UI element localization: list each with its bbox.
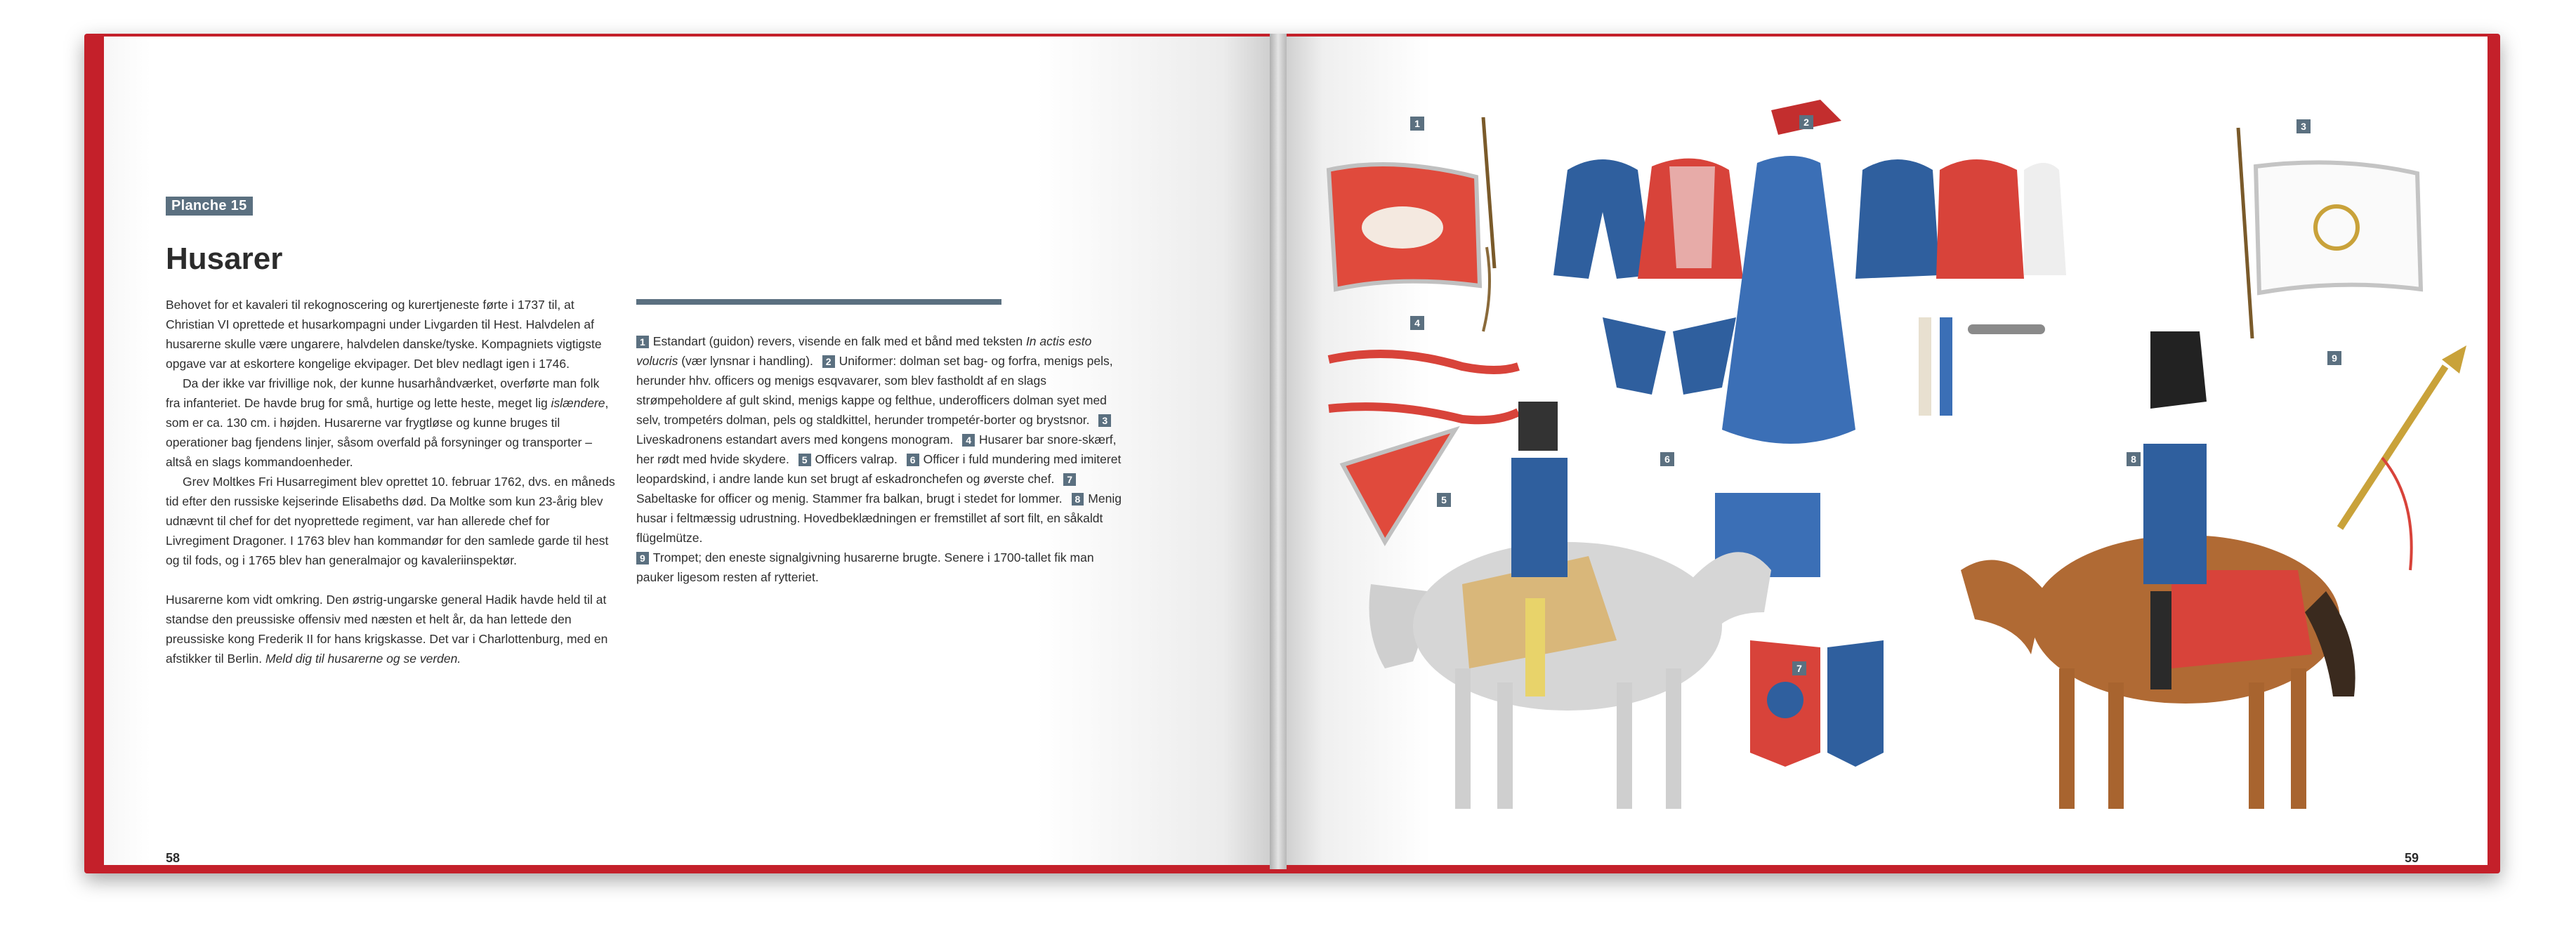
paragraph: Grev Moltkes Fri Husarregiment blev oprettet 10. februar 1762, dvs. en måneds tid efter den russiske kejserinde Elisabeths død. Da Moltke som kun 23-årig blev udnævnt til chef for det nyoprettede regiment, var han allerede chef for Livregiment Dragoner. I 1763 blev han kommandør for den samlede garde til hest og til fods, og i 1765 blev han generalmajor og kavaleriinspektør. (166, 475, 615, 567)
callout-badge: 6 (1660, 452, 1674, 466)
number-badge: 1 (636, 336, 649, 348)
number-badge: 5 (799, 454, 811, 466)
text-run: Husarerne kom vidt omkring. Den østrig-ungarske general Hadik havde held til at standse den preussiske offensiv med næsten et helt år, da han lettede den preussiske kong Frederik II for hans krigskasse. Det var i Charlottenburg, med en afstikker til Berlin. (166, 593, 608, 666)
caption-1-end: (vær lynsnar i handling). (678, 354, 813, 368)
plate-label: Planche 15 (166, 197, 253, 216)
caption-6: Officer i fuld mundering med imiteret leopardskind, i andre lande kun set brugt af eskadronchefen og øverste chef. (636, 452, 1122, 486)
number-badge: 4 (962, 434, 975, 447)
page-number-left: 58 (166, 851, 180, 865)
caption-5: Officers valrap. (815, 452, 898, 466)
caption-1: Estandart (guidon) revers, visende en falk med et bånd med teksten (652, 334, 1026, 348)
number-badge: 8 (1072, 493, 1084, 506)
caption-2: Uniformer: dolman set bag- og forfra, menigs pels, herunder hhv. officers og menigs esqvavarer, som blev fastholdt af en slags strømpeholdere af gult skind, menigs kappe og felthue, underofficers dolman syet med selv, trompetérs dolman, pels og staldkittel, herunder trompetér-borter og brystsnor. (636, 354, 1113, 427)
caption-7: Sabeltaske for officer og menig. Stammer fra balkan, brugt i stedet for lommer. (636, 491, 1063, 506)
caption-text (636, 331, 1128, 587)
text-run: , som er ca. 130 cm. i højden. Husarerne var frygtløse og kunne bruges til operationer bag fjendens linjer, såsom overfald på forsyninger og transporter – altså en slags kommandoenheder. (166, 396, 609, 469)
left-page (104, 37, 1270, 865)
callout-badge: 3 (2296, 119, 2311, 133)
number-badge: 6 (907, 454, 919, 466)
emphasis: Meld dig til husarerne og se verden. (265, 652, 461, 666)
caption-9: Trompet; den eneste signalgivning husarerne brugte. Senere i 1700-tallet fik man pauker ligesom resten af rytteriet. (636, 550, 1094, 584)
emphasis: islændere (551, 396, 605, 410)
private-on-horse-illustration (1961, 331, 2355, 809)
body-column-1 (166, 295, 615, 668)
number-badge: 7 (1063, 473, 1076, 486)
guidon-red-illustration (1329, 117, 1494, 331)
text-run: Da der ikke var frivillige nok, der kunne husarhåndværket, overførte man folk fra infanteriet. De havde brug for små, hurtige og lette heste, meget lig (166, 376, 600, 410)
sash-illustration (1329, 354, 1518, 370)
number-badge: 3 (1098, 414, 1111, 427)
sabretache-illustration (1750, 640, 1884, 767)
paragraph (166, 590, 615, 668)
caption-3: Liveskadronens estandart avers med kongens monogram. (636, 433, 954, 447)
number-badge: 9 (636, 552, 649, 564)
trumpet-illustration (2340, 345, 2466, 570)
page-title: Husarer (166, 242, 283, 276)
right-page (1287, 37, 2488, 865)
callout-badge: 8 (2127, 452, 2141, 466)
number-badge: 2 (822, 355, 835, 368)
caption-8: Menig husar i feltmæssig udrustning. Hovedbeklædningen er fremstillet af sort filt, en såkaldt flügelmütze. (636, 491, 1122, 545)
callout-badge: 1 (1410, 117, 1424, 131)
motto: In actis esto volucris (636, 334, 1092, 368)
section-rule (636, 299, 1001, 305)
caption-4: Husarer bar snore-skærf, her rødt med hvide skydere. (636, 433, 1117, 466)
page-number-right: 59 (2404, 851, 2419, 865)
uniforms-illustration (1553, 100, 2066, 577)
valrap-illustration (1343, 430, 1455, 542)
callout-badge: 2 (1799, 115, 1813, 129)
paragraph (166, 374, 615, 472)
callout-badge: 9 (2327, 351, 2341, 365)
callout-badge: 5 (1437, 493, 1451, 507)
callout-badge: 4 (1410, 316, 1424, 330)
guidon-white-illustration (2238, 128, 2421, 338)
caption-column (636, 331, 1128, 587)
hussar-illustration (1287, 37, 2488, 865)
callout-badge: 7 (1792, 661, 1806, 675)
book-gutter (1270, 34, 1287, 869)
paragraph: Behovet for et kavaleri til rekognoscering og kurertjeneste førte i 1737 til, at Christian VI oprettede et husarkompagni under Livgarden til Hest. Halvdelen af husarerne skulle være ungarere, halvdelen danske/tyske. Kompagniets vigtigste opgave var at eskortere kongelige ekvipager. Det blev nedlagt igen i 1746. (166, 298, 602, 371)
